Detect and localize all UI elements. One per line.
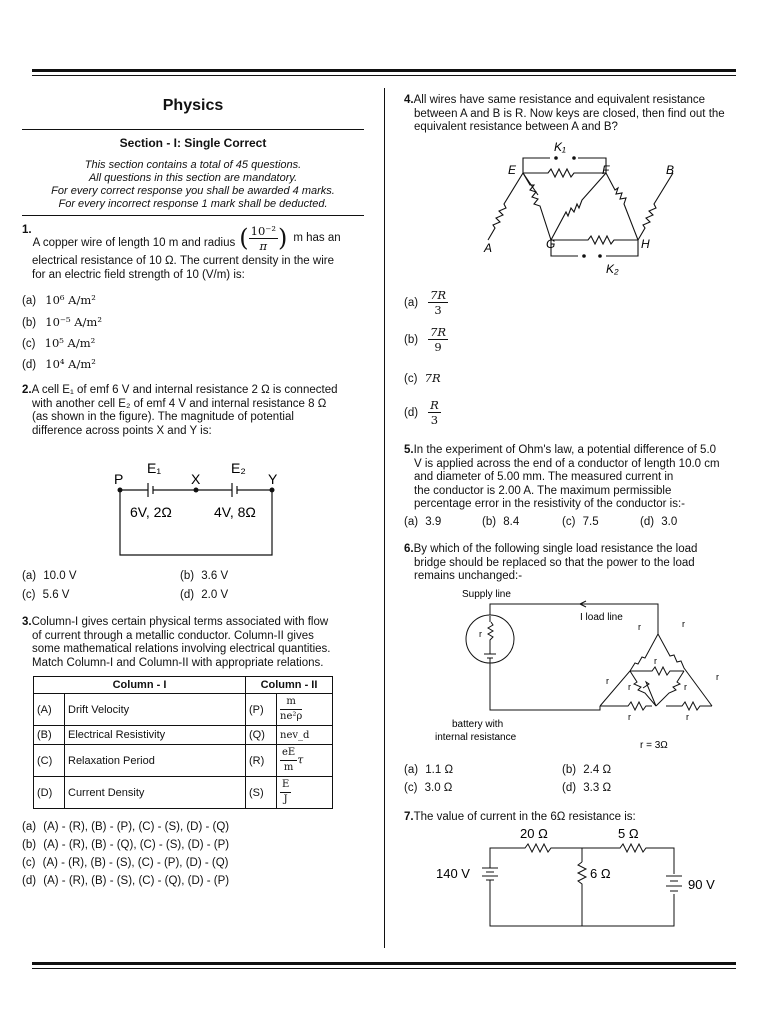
label-h: H <box>641 237 650 251</box>
question-text: the conductor is 2.00 A. The maximum permissible <box>414 484 672 497</box>
question-number: 5. <box>404 444 414 456</box>
paren-left: ( <box>239 223 249 252</box>
option-a[interactable]: (a) (A) - (R), (B) - (P), (C) - (S), (D) - (Q) <box>22 821 230 833</box>
question-text: A cell E₁ of emf 6 V and internal resistance 2 Ω is connected <box>31 384 338 396</box>
question-3 <box>22 616 367 670</box>
table-row: (B) Electrical Resistivity (Q) nev_d <box>34 726 333 745</box>
resistor-6-label: 6 Ω <box>590 866 611 881</box>
option-c[interactable]: (c) (A) - (R), (B) - (S), (C) - (P), (D) - (Q) <box>22 857 229 869</box>
section-intro: This section contains a total of 45 questions. All questions in this section are mandatory. For every correct response you shall be awarded 4 marks. For every incorrect response 1 mark shall be deducted. <box>51 159 335 210</box>
paren-right: ) <box>277 223 288 252</box>
option-a[interactable]: (a) 10.0 V <box>22 570 77 582</box>
match-table <box>33 676 333 809</box>
option-b[interactable]: (b) 10⁻⁵ A/m² <box>22 315 102 329</box>
column-1-header: Column - I <box>34 677 246 694</box>
question-text: for an electric field strength of 10 (V/m) is: <box>32 268 245 281</box>
option-b[interactable]: (b) 2.4 Ω <box>562 764 612 776</box>
question-text: bridge should be replaced so that the power to the load <box>414 556 695 569</box>
question-7 <box>404 811 749 825</box>
option-c[interactable]: (c) 10⁵ A/m² <box>22 336 96 350</box>
table-row: (A) Drift Velocity (P) $\frac{m}{\text{ne²ρ}}$ <box>34 694 333 726</box>
r-label: r <box>606 676 609 686</box>
question-text: In the experiment of Ohm's law, a potential difference of 5.0 <box>413 444 717 456</box>
question-text: m has an <box>293 231 341 244</box>
option-b[interactable]: (b) (A) - (R), (B) - (Q), (C) - (S), (D) - (P) <box>22 839 230 851</box>
top-rule <box>32 69 736 72</box>
section-title: Section - I: Single Correct <box>119 136 267 150</box>
question-1 <box>22 224 367 282</box>
question-number: 1. <box>22 224 32 236</box>
r-label: r <box>682 619 685 629</box>
option-c[interactable]: (c) 3.0 Ω <box>404 782 453 794</box>
question-5 <box>404 444 749 512</box>
radius-fraction: $\frac{\text{10⁻²}}{\pi}$ <box>250 224 276 253</box>
voltage-90-label: 90 V <box>688 877 715 892</box>
question-text: A copper wire of length 10 m and radius <box>32 236 236 249</box>
table-row: (D) Current Density (S) $\frac{E}{J}$ <box>34 777 333 809</box>
question-4 <box>404 94 749 135</box>
option-d[interactable]: (d) 3.3 Ω <box>562 782 612 794</box>
question-text: remains unchanged:- <box>414 570 523 582</box>
load-line-label: I load line <box>580 612 623 623</box>
label-y: Y <box>268 471 278 487</box>
question-text: some mathematical relations involving electrical quantities. <box>32 643 331 655</box>
label-p: P <box>114 471 124 487</box>
cell1-value: 6V, 2Ω <box>130 504 172 520</box>
title-divider <box>22 129 364 130</box>
r-label: r <box>628 682 631 692</box>
bottom-rule <box>32 962 736 965</box>
battery-label-2: internal resistance <box>435 732 517 743</box>
label-k1: K₁ <box>554 140 566 154</box>
option-d[interactable]: (d) $\frac{R}{3}$ <box>404 398 439 427</box>
bottom-rule-thin <box>32 968 736 969</box>
label-g: G <box>546 237 556 251</box>
label-a: A <box>484 241 493 255</box>
question-number: 2. <box>22 384 32 396</box>
question-text: electrical resistance of 10 Ω. The current density in the wire <box>32 255 334 267</box>
question-number: 3. <box>22 616 32 628</box>
page-title: Physics <box>162 97 224 114</box>
label-e: E <box>508 163 517 177</box>
q2-circuit-diagram <box>110 460 290 560</box>
top-rule-thin <box>32 75 736 76</box>
option-a[interactable]: (a) $\frac{7R}{3}$ <box>404 288 447 317</box>
option-c[interactable]: (c) 7.5 <box>562 516 599 528</box>
question-text: Column-I gives certain physical terms associated with flow <box>31 616 329 628</box>
question-text: Match Column-I and Column-II with appropriate relations. <box>32 656 324 669</box>
option-d[interactable]: (d) 3.0 <box>640 516 678 528</box>
label-k2: K₂ <box>606 262 619 276</box>
label-e2: E₂ <box>231 460 246 476</box>
cell2-value: 4V, 8Ω <box>214 504 256 520</box>
option-b[interactable]: (b) $\frac{7R}{9}$ <box>404 325 447 354</box>
question-text: percentage error in the resistivity of the conductor is:- <box>414 498 686 510</box>
question-text: The value of current in the 6Ω resistance is: <box>413 811 636 823</box>
question-text: between A and B is R. Now keys are closed, then find out the <box>414 107 725 120</box>
option-d[interactable]: (d) (A) - (R), (B) - (S), (C) - (Q), (D) - (P) <box>22 875 230 887</box>
intro-divider <box>22 215 364 216</box>
question-text: with another cell E₂ of emf 4 V and internal resistance 8 Ω <box>32 397 327 410</box>
q6-load-bridge-diagram <box>430 586 740 756</box>
option-d[interactable]: (d) 2.0 V <box>180 589 229 601</box>
option-c[interactable]: (c) 5.6 V <box>22 589 70 601</box>
r-value-label: r = 3Ω <box>640 740 668 751</box>
label-b: B <box>666 163 675 177</box>
question-text: difference across points X and Y is: <box>32 424 212 437</box>
option-c[interactable]: (c) 7R <box>404 371 441 385</box>
label-e1: E₁ <box>147 460 162 476</box>
label-f: F <box>602 163 610 177</box>
option-b[interactable]: (b) 3.6 V <box>180 570 229 582</box>
question-number: 6. <box>404 543 414 555</box>
r-label: r <box>716 672 719 682</box>
column-2-header: Column - II <box>246 677 333 694</box>
battery-label: battery with <box>452 719 504 730</box>
r-label: r <box>684 682 687 692</box>
resistor-20-label: 20 Ω <box>520 826 548 841</box>
r-label: r <box>654 656 657 666</box>
option-a[interactable]: (a) 1.1 Ω <box>404 764 454 776</box>
question-text: V is applied across the end of a conductor of length 10.0 cm <box>414 457 720 470</box>
question-text: (as shown in the figure). The magnitude of potential <box>32 411 294 423</box>
supply-line-label: Supply line <box>462 589 511 600</box>
question-2 <box>22 384 367 438</box>
column-divider <box>384 88 385 948</box>
table-row: (C) Relaxation Period (R) $\frac{eE}{m}$ τ <box>34 745 333 777</box>
option-a[interactable]: (a) 10⁶ A/m² <box>22 293 96 307</box>
r-label: r <box>638 622 641 632</box>
question-number: 7. <box>404 811 414 823</box>
question-text: All wires have same resistance and equivalent resistance <box>413 94 706 106</box>
r-label: r <box>686 712 689 722</box>
question-text: and diameter of 5.00 mm. The measured current in <box>414 471 674 483</box>
question-text: By which of the following single load resistance the load <box>413 543 698 555</box>
question-number: 4. <box>404 94 414 106</box>
question-text: of current through a metallic conductor. Column-II gives <box>32 629 314 642</box>
question-text: equivalent resistance between A and B? <box>414 121 618 133</box>
label-x: X <box>191 471 201 487</box>
r-label: r <box>628 712 631 722</box>
resistor-5-label: 5 Ω <box>618 826 639 841</box>
voltage-140-label: 140 V <box>436 866 470 881</box>
option-b[interactable]: (b) 8.4 <box>482 516 520 528</box>
option-d[interactable]: (d) 10⁴ A/m² <box>22 357 96 371</box>
option-a[interactable]: (a) 3.9 <box>404 516 442 528</box>
q7-circuit-diagram <box>430 824 730 934</box>
r-label: r <box>479 629 482 639</box>
question-6 <box>404 543 749 584</box>
q4-resistor-network <box>478 140 698 280</box>
